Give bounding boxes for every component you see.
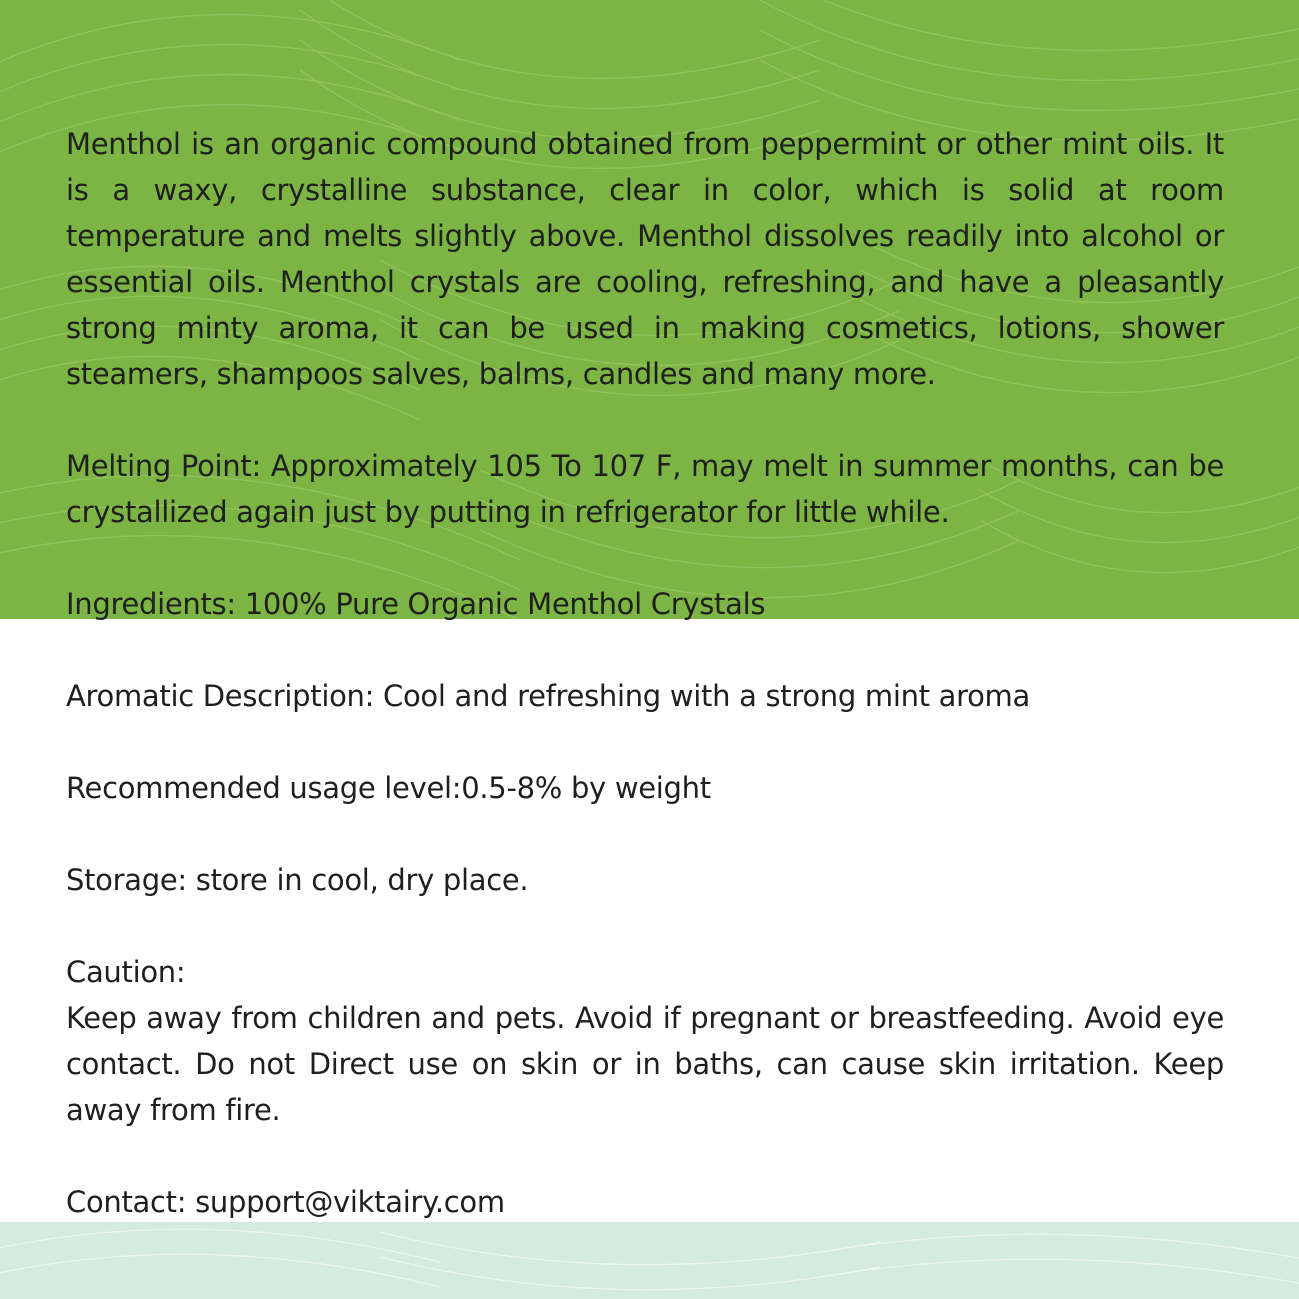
- description-paragraph: Menthol is an organic compound obtained from peppermint or other mint oils. It is a waxy, crystalline substance, clear in color, which is solid at room temperature and melts slightly above. Menthol dissolves readily into alcohol or essential oils. Menthol crystals are cooling, refreshing, and have a pleasantly strong minty aroma, it can be used in making cosmetics, lotions, shower steamers, shampoos salves, balms, candles and many more.: [66, 127, 1224, 391]
- usage-level-line: Recommended usage level:0.5-8% by weight: [66, 771, 711, 805]
- mint-leaf-pattern: [0, 1222, 1299, 1299]
- aromatic-description-line: Aromatic Description: Cool and refreshing with a strong mint aroma: [66, 679, 1030, 713]
- storage-line: Storage: store in cool, dry place.: [66, 863, 529, 897]
- mint-leaf-background: [0, 1222, 1299, 1299]
- ingredients-line: Ingredients: 100% Pure Organic Menthol Crystals: [66, 587, 766, 621]
- melting-point-paragraph: Melting Point: Approximately 105 To 107 F, may melt in summer months, can be crystallized again just by putting in refrigerator for little while.: [66, 449, 1224, 529]
- caution-heading: Caution:: [66, 955, 186, 989]
- caution-paragraph: Keep away from children and pets. Avoid if pregnant or breastfeeding. Avoid eye contact. Do not Direct use on skin or in baths, can cause skin irritation. Keep away from fire.: [66, 1001, 1224, 1127]
- product-info: [66, 121, 1224, 1225]
- contact-line: Contact: support@viktairy.com: [66, 1185, 505, 1219]
